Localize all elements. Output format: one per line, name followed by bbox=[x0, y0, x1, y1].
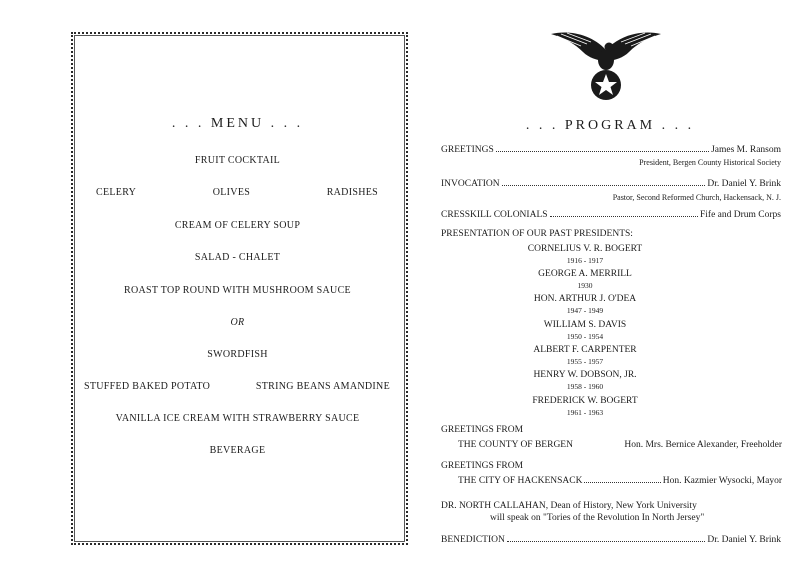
menu-olives: OLIVES bbox=[212, 187, 251, 198]
president-name: GEORGE A. MERRILL bbox=[538, 269, 632, 279]
invocation-role: Pastor, Second Reformed Church, Hackensack, N. J. bbox=[612, 193, 781, 202]
menu-potato: STUFFED BAKED POTATO bbox=[84, 381, 211, 392]
menu-beverage: BEVERAGE bbox=[209, 445, 266, 456]
benediction-label: BENEDICTION bbox=[441, 535, 505, 545]
president-name: CORNELIUS V. R. BOGERT bbox=[527, 244, 643, 254]
presidents-heading: PRESENTATION OF OUR PAST PRESIDENTS: bbox=[441, 229, 633, 239]
president-name: HENRY W. DOBSON, JR. bbox=[533, 370, 637, 380]
menu-title: . . . MENU . . . bbox=[171, 116, 304, 131]
greetings-county bbox=[458, 440, 782, 450]
menu-fruit: FRUIT COCKTAIL bbox=[194, 155, 281, 166]
president-entry bbox=[470, 294, 700, 315]
menu-dessert: VANILLA ICE CREAM WITH STRAWBERRY SAUCE bbox=[115, 413, 360, 424]
president-entry bbox=[470, 345, 700, 366]
county-speaker: Hon. Mrs. Bernice Alexander, Freeholder bbox=[624, 440, 782, 450]
county-entity: THE COUNTY OF BERGEN bbox=[458, 440, 573, 450]
benediction-speaker: Dr. Daniel Y. Brink bbox=[707, 535, 781, 545]
president-entry bbox=[470, 320, 700, 341]
president-years: 1947 - 1949 bbox=[566, 306, 604, 315]
menu-roast: ROAST TOP ROUND WITH MUSHROOM SAUCE bbox=[124, 285, 351, 296]
president-years: 1930 bbox=[577, 281, 593, 290]
leader-dots bbox=[550, 215, 698, 217]
greetings-city-label: GREETINGS FROM bbox=[441, 461, 524, 471]
program-greetings bbox=[441, 145, 781, 155]
program-invocation bbox=[441, 179, 781, 189]
president-name: ALBERT F. CARPENTER bbox=[533, 345, 637, 355]
colonials-label: CRESSKILL COLONIALS bbox=[441, 210, 548, 220]
invocation-label: INVOCATION bbox=[441, 179, 500, 189]
menu-soup: CREAM OF CELERY SOUP bbox=[174, 220, 301, 231]
menu-fish: SWORDFISH bbox=[207, 349, 268, 360]
speaker-line: DR. NORTH CALLAHAN, Dean of History, New York University bbox=[441, 501, 697, 511]
program-benediction bbox=[441, 535, 781, 545]
leader-dots bbox=[584, 481, 660, 483]
greetings-speaker: James M. Ransom bbox=[711, 145, 781, 155]
speaker-topic: will speak on "Tories of the Revolution In North Jersey" bbox=[490, 513, 705, 523]
president-entry bbox=[470, 269, 700, 290]
menu-relishes bbox=[96, 187, 378, 198]
greetings-city bbox=[458, 476, 782, 486]
invocation-speaker: Dr. Daniel Y. Brink bbox=[707, 179, 781, 189]
program-colonials bbox=[441, 210, 781, 220]
menu-or: OR bbox=[230, 317, 245, 328]
menu-salad: SALAD - CHALET bbox=[194, 252, 281, 263]
eagle-star-icon bbox=[551, 28, 661, 103]
leader-dots bbox=[496, 150, 709, 152]
colonials-detail: Fife and Drum Corps bbox=[699, 210, 781, 220]
president-name: FREDERICK W. BOGERT bbox=[532, 396, 638, 406]
president-name: HON. ARTHUR J. O'DEA bbox=[533, 294, 637, 304]
greetings-role: President, Bergen County Historical Society bbox=[639, 158, 781, 167]
president-years: 1950 - 1954 bbox=[566, 332, 604, 341]
city-entity: THE CITY OF HACKENSACK bbox=[458, 476, 583, 486]
leader-dots bbox=[502, 184, 706, 186]
president-years: 1916 - 1917 bbox=[566, 256, 604, 265]
president-years: 1958 - 1960 bbox=[566, 382, 604, 391]
president-years: 1961 - 1963 bbox=[566, 408, 604, 417]
president-entry bbox=[470, 396, 700, 417]
menu-sides bbox=[84, 381, 390, 392]
leader-dots bbox=[507, 540, 706, 542]
menu-beans: STRING BEANS AMANDINE bbox=[255, 381, 390, 392]
city-speaker: Hon. Kazmier Wysocki, Mayor bbox=[662, 476, 782, 486]
president-entry bbox=[470, 244, 700, 265]
menu-radishes: RADISHES bbox=[326, 187, 378, 198]
greetings-label: GREETINGS bbox=[441, 145, 494, 155]
president-name: WILLIAM S. DAVIS bbox=[543, 320, 627, 330]
greetings-county-label: GREETINGS FROM bbox=[441, 425, 524, 435]
program-title: . . . PROGRAM . . . bbox=[525, 118, 695, 133]
president-entry bbox=[470, 370, 700, 391]
president-years: 1955 - 1957 bbox=[566, 357, 604, 366]
menu-celery: CELERY bbox=[96, 187, 137, 198]
